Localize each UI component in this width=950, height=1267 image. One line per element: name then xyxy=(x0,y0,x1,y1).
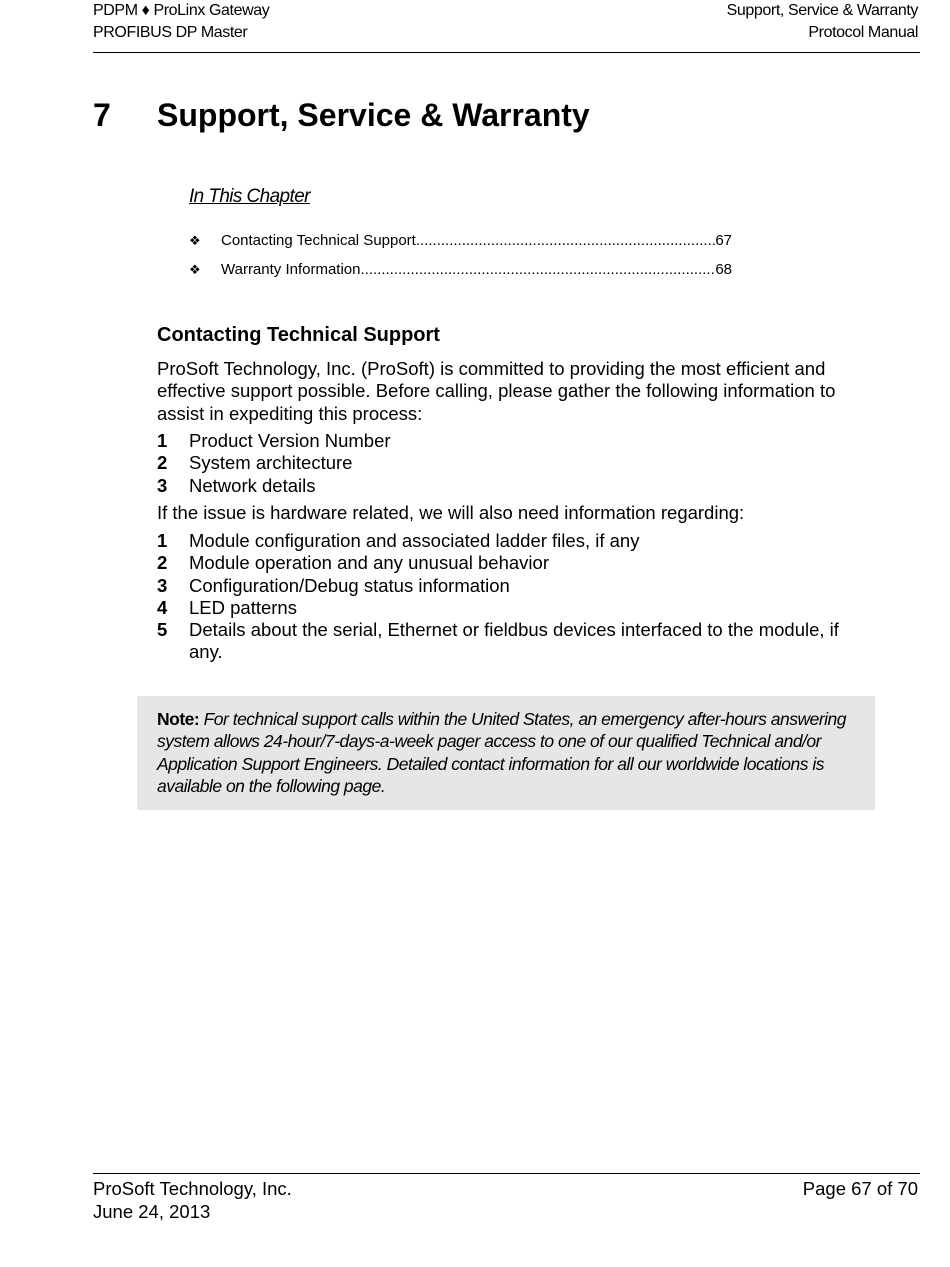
note-label: Note: xyxy=(157,709,200,729)
list-item xyxy=(157,530,867,552)
toc-entry-page: 67 xyxy=(715,232,732,249)
list-text: LED patterns xyxy=(189,596,297,618)
list-text: Module operation and any unusual behavior xyxy=(189,552,549,574)
list-item xyxy=(157,475,867,497)
list-number: 2 xyxy=(157,452,168,474)
footer-page-number: Page 67 of 70 xyxy=(802,1178,918,1199)
list-item xyxy=(157,575,867,597)
header-product: PDPM ♦ ProLinx Gateway xyxy=(93,2,270,19)
chapter-number: 7 xyxy=(93,97,111,133)
header-chapter: Support, Service & Warranty xyxy=(726,2,918,19)
list-number: 1 xyxy=(157,530,168,551)
list-item xyxy=(157,552,867,574)
list-number: 1 xyxy=(157,430,168,451)
intro-paragraph: ProSoft Technology, Inc. (ProSoft) is committed to providing the most efficient and effective support possible. Before calling, please gather the following information to assist in expediting this process: xyxy=(157,358,836,424)
list-item xyxy=(157,619,867,664)
footer-left xyxy=(93,1178,292,1223)
list-text: System architecture xyxy=(189,452,353,474)
page-header xyxy=(93,0,920,53)
chapter-title xyxy=(93,95,590,135)
list-text: Network details xyxy=(189,474,316,496)
diamond-bullet-icon: ❖ xyxy=(189,233,201,248)
header-left xyxy=(93,0,269,44)
page-footer xyxy=(93,1173,920,1222)
toc-entry-warranty[interactable] xyxy=(189,260,732,280)
list-item xyxy=(157,597,867,619)
list-text: Module configuration and associated ladder files, if any xyxy=(189,530,640,551)
footer-company: ProSoft Technology, Inc. xyxy=(93,1178,292,1199)
list-number: 2 xyxy=(157,552,168,574)
toc-entry-label: Warranty Information xyxy=(221,261,361,278)
list-item xyxy=(157,452,867,474)
required-info-list xyxy=(157,430,867,497)
toc-entry-contacting-support[interactable] xyxy=(189,231,732,251)
header-protocol: PROFIBUS DP Master xyxy=(93,24,248,41)
note-box xyxy=(137,696,875,810)
header-manual: Protocol Manual xyxy=(808,24,918,41)
list-item xyxy=(157,430,867,452)
list-number: 3 xyxy=(157,574,168,596)
list-text: Details about the serial, Ethernet or fieldbus devices interfaced to the module, if any. xyxy=(189,619,839,663)
list-number: 3 xyxy=(157,474,168,496)
header-right xyxy=(727,0,918,44)
footer-date: June 24, 2013 xyxy=(93,1200,211,1222)
in-this-chapter-heading: In This Chapter xyxy=(189,186,310,207)
toc-leader-dots xyxy=(416,231,715,251)
chapter-title-text: Support, Service & Warranty xyxy=(157,97,590,133)
note-text-block xyxy=(157,708,857,797)
section-heading: Contacting Technical Support xyxy=(157,324,440,346)
hardware-paragraph: If the issue is hardware related, we will also need information regarding: xyxy=(157,502,745,523)
list-number: 4 xyxy=(157,596,168,618)
toc-leader-dots xyxy=(361,260,716,280)
toc-entry-page: 68 xyxy=(715,261,732,278)
list-number: 5 xyxy=(157,619,168,641)
hardware-info-list xyxy=(157,530,867,664)
diamond-bullet-icon: ❖ xyxy=(189,262,201,277)
list-text: Configuration/Debug status information xyxy=(189,574,510,596)
note-text: For technical support calls within the United States, an emergency after-hours answering system allows 24-hour/7-days-a-week pager access to one of our qualified Technical and/or Application Support Engineers. Detailed contact information for all our worldwide locations is available on the following page. xyxy=(157,709,847,796)
toc-entry-label: Contacting Technical Support xyxy=(221,232,416,249)
list-text: Product Version Number xyxy=(189,430,391,451)
